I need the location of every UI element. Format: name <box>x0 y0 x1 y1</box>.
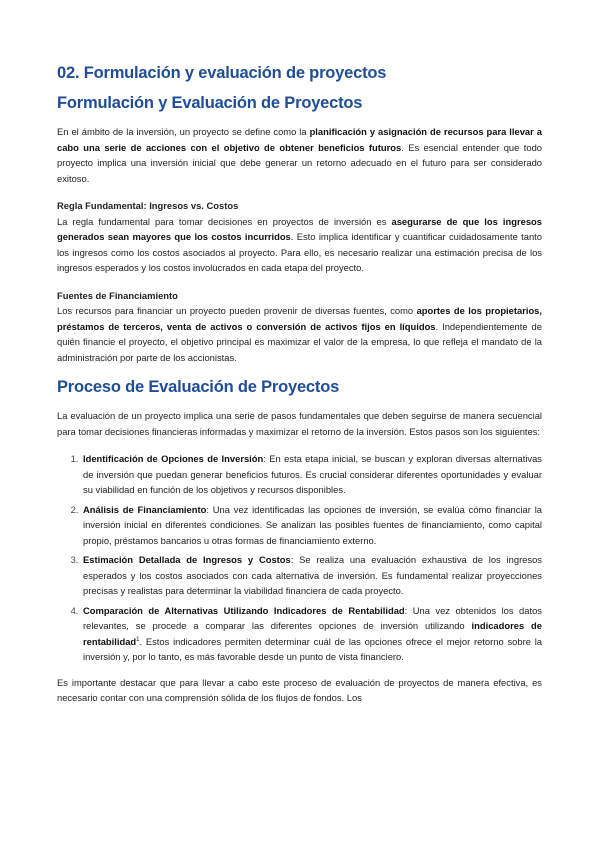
step-label: Estimación Detallada de Ingresos y Costos <box>83 554 291 565</box>
step-label: Identificación de Opciones de Inversión <box>83 453 264 464</box>
rule-paragraph <box>57 214 542 276</box>
step-text-continued: . Estos indicadores permiten determinar cuál de las opciones ofrece el mejor retorno sobre la inversión y, por lo tanto, es más favorable desde un punto de vista financiero. <box>83 635 542 662</box>
rule-text-1: La regla fundamental para tomar decisiones en proyectos de inversión es <box>57 215 392 227</box>
step-bold-term: indicadores de rentabilidad <box>83 620 543 647</box>
closing-paragraph: Es importante destacar que para llevar a cabo este proceso de evaluación de proyectos de manera efectiva, es necesario contar con una comprensión sólida de los flujos de fondos. Los <box>57 676 542 703</box>
intro-text-1: En el ámbito de la inversión, un proyecto se define como la <box>57 126 310 137</box>
list-item <box>81 451 542 498</box>
step-text: : Se realiza una evaluación exhaustiva de los ingresos esperados y los costos asociados con cada alternativa de inversión. Es fundamental realizar proyecciones precisas y realistas para determinar la viabilidad financiera de cada proyecto. <box>83 554 542 596</box>
list-item <box>81 603 542 665</box>
step-label: Comparación de Alternativas Utilizando Indicadores de Rentabilidad <box>83 604 405 616</box>
steps-list <box>57 451 542 665</box>
intro-text-2: . Es esencial entender que todo proyecto implica una inversión inicial que debe generar un retorno adecuado en el futuro para ser considerado exitoso. <box>57 141 542 184</box>
funding-bold: aportes de los propietarios, préstamos de terceros, venta de activos o conversión de activos fijos en líquidos <box>57 305 542 332</box>
footnote-marker[interactable]: 1 <box>136 636 140 643</box>
section-title-proceso: Proceso de Evaluación de Proyectos <box>57 378 340 396</box>
subheading-fuentes: Fuentes de Financiamiento <box>57 289 178 301</box>
rule-bold: asegurarse de que los ingresos generados sean mayores que los costos incurridos <box>57 215 542 242</box>
list-item <box>81 502 542 549</box>
subheading-regla: Regla Fundamental: Ingresos vs. Costos <box>57 200 239 211</box>
funding-text-2: . Independientemente de quién financie el proyecto, el objetivo principal es maximizar el valor de la empresa, lo que refleja el mandato de la administración por parte de los accionistas. <box>57 320 542 363</box>
funding-paragraph <box>57 303 542 365</box>
section-title-formulacion: Formulación y Evaluación de Proyectos <box>57 94 363 112</box>
intro-bold: planificación y asignación de recursos para llevar a cabo una serie de acciones con el objetivo de obtener beneficios futuros <box>57 126 542 153</box>
step-text: : Una vez identificadas las opciones de inversión, se evalúa cómo financiar la inversión inicial en diferentes condiciones. Se analizan las posibles fuentes de financiamiento, como capital propio, préstamos bancarios u otras formas de financiamiento externo. <box>83 503 542 546</box>
process-intro-paragraph: La evaluación de un proyecto implica una serie de pasos fundamentales que deben seguirse de manera secuencial para tomar decisiones financieras informadas y maximizar el retorno de la inversión. Estos pasos son los siguientes: <box>57 410 542 437</box>
step-label: Análisis de Financiamiento <box>83 503 207 515</box>
funding-text-1: Los recursos para financiar un proyecto pueden provenir de diversas fuentes, como <box>57 305 417 316</box>
intro-paragraph <box>57 124 542 186</box>
rule-text-2: . Esto implica identificar y cuantificar cuidadosamente tanto los ingresos como los costos asociados al proyecto. Para ello, es necesario realizar una estimación precisa de los ingresos esperados y los costos involucrados en cada etapa del proyecto. <box>57 231 542 273</box>
document-title: 02. Formulación y evaluación de proyectos <box>57 64 387 82</box>
list-item <box>81 552 542 599</box>
step-text: : Una vez obtenidos los datos relevantes, se procede a comparar las diferentes opciones de inversión utilizando <box>83 604 542 631</box>
step-text: : En esta etapa inicial, se buscan y exploran diversas alternativas de inversión que puedan generar beneficios futuros. Es crucial considerar diferentes oportunidades y evaluar su viabilidad en función de los objetivos y recursos disponibles. <box>83 453 542 495</box>
